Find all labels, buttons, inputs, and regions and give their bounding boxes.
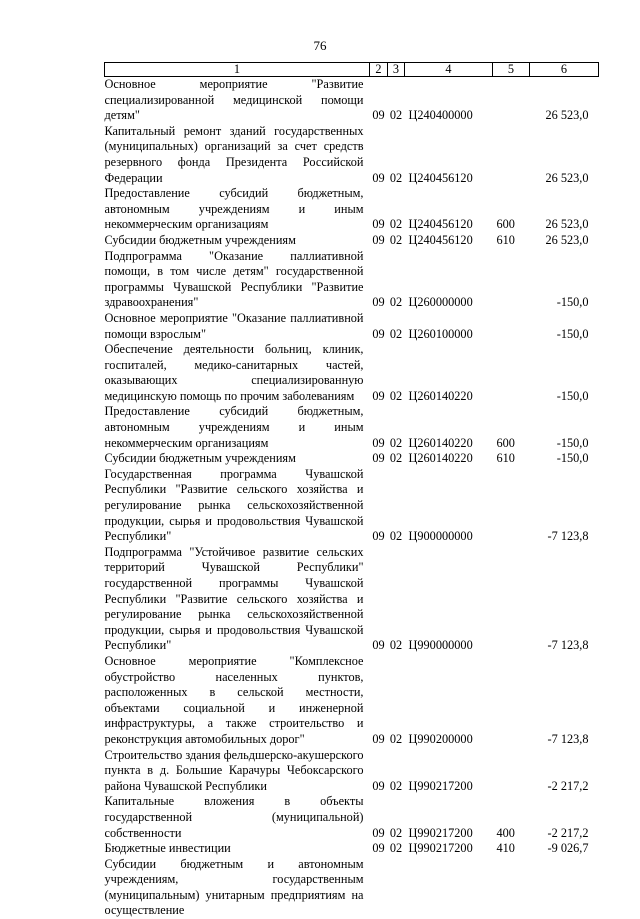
row-target-code: Ц240456120 bbox=[405, 233, 493, 249]
row-subsection: 02 bbox=[388, 311, 405, 342]
row-section: 09 bbox=[370, 794, 388, 841]
row-expense-type bbox=[493, 857, 530, 919]
row-expense-type: 410 bbox=[493, 841, 530, 857]
row-target-code: Ц990217200 bbox=[405, 841, 493, 857]
table-row bbox=[105, 451, 599, 467]
table-header-row bbox=[105, 63, 599, 77]
header-col-4: 4 bbox=[405, 63, 493, 77]
row-target-code: Ц260140220 bbox=[405, 342, 493, 404]
row-subsection: 02 bbox=[388, 451, 405, 467]
row-subsection: 02 bbox=[388, 77, 405, 124]
row-subsection: 02 bbox=[388, 186, 405, 233]
table-row bbox=[105, 654, 599, 748]
table-row bbox=[105, 124, 599, 186]
row-name: Подпрограмма "Оказание паллиативной помощи, в том числе детям" государственной программы Чувашской Республики "Развитие здравоохранения" bbox=[105, 249, 370, 311]
row-target-code: Ц240456120 bbox=[405, 124, 493, 186]
row-section: 09 bbox=[370, 748, 388, 795]
row-amount: -150,0 bbox=[530, 249, 599, 311]
row-expense-type bbox=[493, 249, 530, 311]
row-name: Предоставление субсидий бюджетным, автономным учреждениям и иным некоммерческим организациям bbox=[105, 404, 370, 451]
row-amount: -9 026,7 bbox=[530, 841, 599, 857]
row-amount: 26 523,0 bbox=[530, 186, 599, 233]
row-expense-type bbox=[493, 124, 530, 186]
row-expense-type bbox=[493, 654, 530, 748]
header-col-3: 3 bbox=[388, 63, 405, 77]
row-name: Основное мероприятие "Развитие специализированной медицинской помощи детям" bbox=[105, 77, 370, 124]
row-name: Строительство здания фельдшерско-акушерского пункта в д. Большие Карачуры Чебоксарского района Чувашской Республики bbox=[105, 748, 370, 795]
row-amount: -7 123,8 bbox=[530, 545, 599, 654]
row-expense-type: 400 bbox=[493, 794, 530, 841]
row-target-code: Ц260100000 bbox=[405, 311, 493, 342]
row-subsection: 02 bbox=[388, 545, 405, 654]
row-section: 09 bbox=[370, 841, 388, 857]
row-section: 09 bbox=[370, 342, 388, 404]
table-body bbox=[105, 77, 599, 919]
row-section: 09 bbox=[370, 467, 388, 545]
page-number: 76 bbox=[0, 38, 640, 54]
row-name: Подпрограмма "Устойчивое развитие сельских территорий Чувашской Республики" государственной программы Чувашской Республики "Развитие сельского хозяйства и регулирование рынка сельскохозяйственной продукции, сырья и продовольствия Чувашской Республики" bbox=[105, 545, 370, 654]
row-name: Бюджетные инвестиции bbox=[105, 841, 370, 857]
header-col-1: 1 bbox=[105, 63, 370, 77]
row-target-code: Ц990200000 bbox=[405, 654, 493, 748]
row-expense-type: 600 bbox=[493, 186, 530, 233]
row-amount: -150,0 bbox=[530, 311, 599, 342]
row-section: 09 bbox=[370, 451, 388, 467]
row-expense-type bbox=[493, 545, 530, 654]
table-row bbox=[105, 342, 599, 404]
row-subsection: 02 bbox=[388, 249, 405, 311]
row-name: Капитальный ремонт зданий государственных (муниципальных) организаций за счет средств резервного фонда Президента Российской Федерации bbox=[105, 124, 370, 186]
row-name: Субсидии бюджетным и автономным учреждениям, государственным (муниципальным) унитарным предприятиям на осуществление bbox=[105, 857, 370, 919]
table-row bbox=[105, 467, 599, 545]
row-amount: -7 123,8 bbox=[530, 467, 599, 545]
table-row bbox=[105, 311, 599, 342]
row-name: Капитальные вложения в объекты государственной (муниципальной) собственности bbox=[105, 794, 370, 841]
row-name: Основное мероприятие "Комплексное обустройство населенных пунктов, расположенных в сельской местности, объектами социальной и инженерной инфраструктуры, а также строительство и реконструкция автомобильных дорог" bbox=[105, 654, 370, 748]
row-section bbox=[370, 857, 388, 919]
row-target-code: Ц240400000 bbox=[405, 77, 493, 124]
row-amount: -2 217,2 bbox=[530, 748, 599, 795]
row-section: 09 bbox=[370, 233, 388, 249]
row-target-code bbox=[405, 857, 493, 919]
row-name: Обеспечение деятельности больниц, клиник, госпиталей, медико-санитарных частей, оказывающих специализированную медицинскую помощь по прочим заболеваниям bbox=[105, 342, 370, 404]
row-subsection: 02 bbox=[388, 233, 405, 249]
row-target-code: Ц990217200 bbox=[405, 748, 493, 795]
row-section: 09 bbox=[370, 654, 388, 748]
row-amount: 26 523,0 bbox=[530, 233, 599, 249]
table-row bbox=[105, 249, 599, 311]
row-subsection: 02 bbox=[388, 467, 405, 545]
row-expense-type bbox=[493, 467, 530, 545]
row-name: Основное мероприятие "Оказание паллиативной помощи взрослым" bbox=[105, 311, 370, 342]
header-col-5: 5 bbox=[493, 63, 530, 77]
row-name: Государственная программа Чувашской Республики "Развитие сельского хозяйства и регулирование рынка сельскохозяйственной продукции, сырья и продовольствия Чувашской Республики" bbox=[105, 467, 370, 545]
row-amount: 26 523,0 bbox=[530, 77, 599, 124]
row-target-code: Ц900000000 bbox=[405, 467, 493, 545]
row-subsection: 02 bbox=[388, 654, 405, 748]
row-subsection: 02 bbox=[388, 748, 405, 795]
row-amount: -150,0 bbox=[530, 404, 599, 451]
row-subsection: 02 bbox=[388, 342, 405, 404]
table-row bbox=[105, 545, 599, 654]
row-subsection: 02 bbox=[388, 124, 405, 186]
row-section: 09 bbox=[370, 186, 388, 233]
table-row bbox=[105, 748, 599, 795]
header-col-2: 2 bbox=[370, 63, 388, 77]
budget-table bbox=[104, 62, 599, 919]
row-subsection bbox=[388, 857, 405, 919]
header-col-6: 6 bbox=[530, 63, 599, 77]
row-section: 09 bbox=[370, 77, 388, 124]
row-target-code: Ц240456120 bbox=[405, 186, 493, 233]
row-amount: -2 217,2 bbox=[530, 794, 599, 841]
row-target-code: Ц260140220 bbox=[405, 404, 493, 451]
row-amount: -150,0 bbox=[530, 451, 599, 467]
table-row bbox=[105, 77, 599, 124]
row-section: 09 bbox=[370, 249, 388, 311]
table-row bbox=[105, 233, 599, 249]
row-subsection: 02 bbox=[388, 841, 405, 857]
row-target-code: Ц990217200 bbox=[405, 794, 493, 841]
row-section: 09 bbox=[370, 404, 388, 451]
table-row bbox=[105, 841, 599, 857]
row-expense-type bbox=[493, 342, 530, 404]
row-expense-type bbox=[493, 77, 530, 124]
row-name: Субсидии бюджетным учреждениям bbox=[105, 233, 370, 249]
row-amount: -150,0 bbox=[530, 342, 599, 404]
row-amount bbox=[530, 857, 599, 919]
row-amount: -7 123,8 bbox=[530, 654, 599, 748]
row-expense-type: 610 bbox=[493, 451, 530, 467]
row-expense-type bbox=[493, 748, 530, 795]
table-row bbox=[105, 186, 599, 233]
row-section: 09 bbox=[370, 124, 388, 186]
row-target-code: Ц260140220 bbox=[405, 451, 493, 467]
row-subsection: 02 bbox=[388, 794, 405, 841]
row-amount: 26 523,0 bbox=[530, 124, 599, 186]
table-row bbox=[105, 404, 599, 451]
row-section: 09 bbox=[370, 545, 388, 654]
row-expense-type: 610 bbox=[493, 233, 530, 249]
table-row bbox=[105, 857, 599, 919]
row-expense-type bbox=[493, 311, 530, 342]
row-section: 09 bbox=[370, 311, 388, 342]
row-subsection: 02 bbox=[388, 404, 405, 451]
row-expense-type: 600 bbox=[493, 404, 530, 451]
row-name: Предоставление субсидий бюджетным, автономным учреждениям и иным некоммерческим организациям bbox=[105, 186, 370, 233]
row-name: Субсидии бюджетным учреждениям bbox=[105, 451, 370, 467]
row-target-code: Ц990000000 bbox=[405, 545, 493, 654]
table-row bbox=[105, 794, 599, 841]
row-target-code: Ц260000000 bbox=[405, 249, 493, 311]
